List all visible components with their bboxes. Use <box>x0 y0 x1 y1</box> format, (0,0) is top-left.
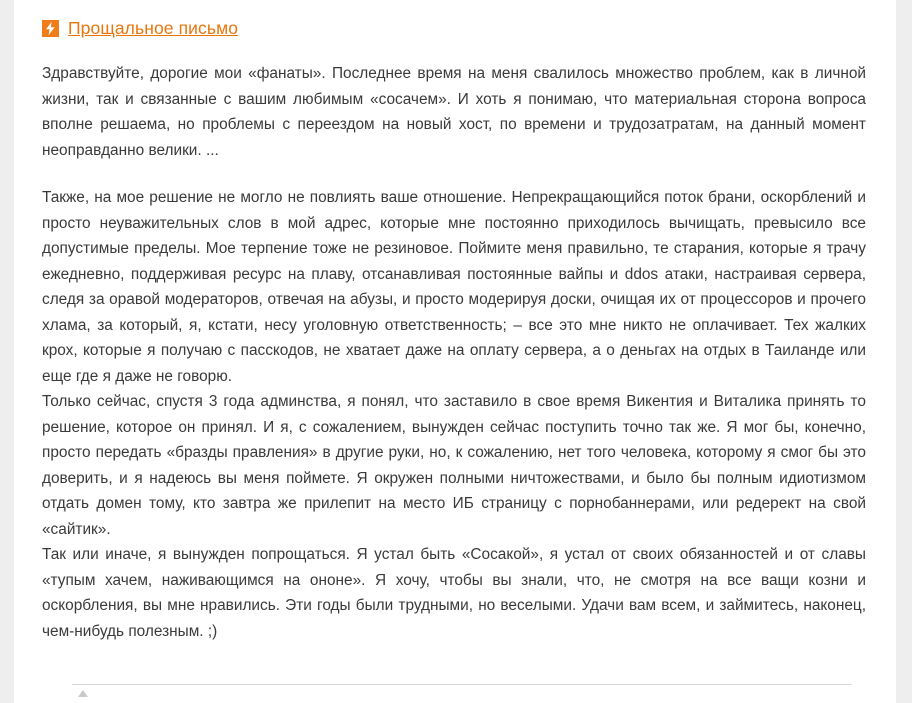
paragraph: Также, на мое решение не могло не повлиять ваше отношение. Непрекращающийся поток брани, оскорблений и просто неуважительных слов в мой адрес, которые мне постоянно приходилось вычищать, превысило все допустимые пределы. Мое терпение тоже не резиновое. Поймите меня правильно, те старания, которые я трачу ежедневно, поддерживая ресурс на плаву, отсанавливая постоянные вайпы и ddos атаки, настраивая сервера, следя за оравой модераторов, отвечая на абузы, и просто модерируя доски, очищая их от процессоров и прочего хлама, за который, я, кстати, несу уголовную ответственность; – все это мне никто не оплачивает. Тех жалких крох, которые я получаю с пасскодов, не хватает даже на оплату сервера, а о деньгах на отдых в Таиланде или еще где я даже не говорю. <box>42 189 866 385</box>
right-gutter <box>896 0 912 703</box>
lightning-bolt-icon <box>42 20 59 37</box>
paragraph: Только сейчас, спустя 3 года админства, я понял, что заставило в свое время Викентия и Виталика принять то решение, которое он принял. И я, с сожалением, вынужден сейчас поступить точно так же. Я мог бы, конечно, просто передать «бразды правления» в другие руки, но, к сожалению, нет того человека, которому я смог бы это доверить, и я надеюсь вы меня поймете. Я окружен полными ничтожествами, и было бы полным идиотизмом отдать домен тому, кто завтра же прилепит на место ИБ страницу с порнобаннерами, или редерект на свой «сайтик». <box>42 393 866 538</box>
footer-divider <box>72 684 852 685</box>
page-title[interactable]: Прощальное письмо <box>68 18 239 38</box>
post-header <box>42 18 866 39</box>
paragraph: Здравствуйте, дорогие мои «фанаты». Последнее время на меня свалилось множество проблем, как в личной жизни, так и связанные с вашим любимым «сосачем». И хоть я понимаю, что материальная сторона вопроса вполне решаема, но проблемы с переездом на новый хост, по времени и трудозатратам, на данный момент неоправданно велики. ... <box>42 65 866 159</box>
article-content <box>14 0 896 703</box>
article-body <box>42 61 866 644</box>
left-gutter <box>0 0 14 703</box>
paragraph: Так или иначе, я вынужден попрощаться. Я устал быть «Сосакой», я устал от своих обязанностей и от славы «тупым хачем, наживающимся на ононе». Я хочу, чтобы вы знали, что, не смотря на все ващи козни и оскорбления, вы мне нравились. Эти годы были трудными, но веселыми. Удачи вам всем, и займитесь, наконец, чем-нибудь полезным. ;) <box>42 546 866 640</box>
footer-controls[interactable] <box>78 690 88 697</box>
collapse-arrow-icon[interactable] <box>78 690 88 697</box>
